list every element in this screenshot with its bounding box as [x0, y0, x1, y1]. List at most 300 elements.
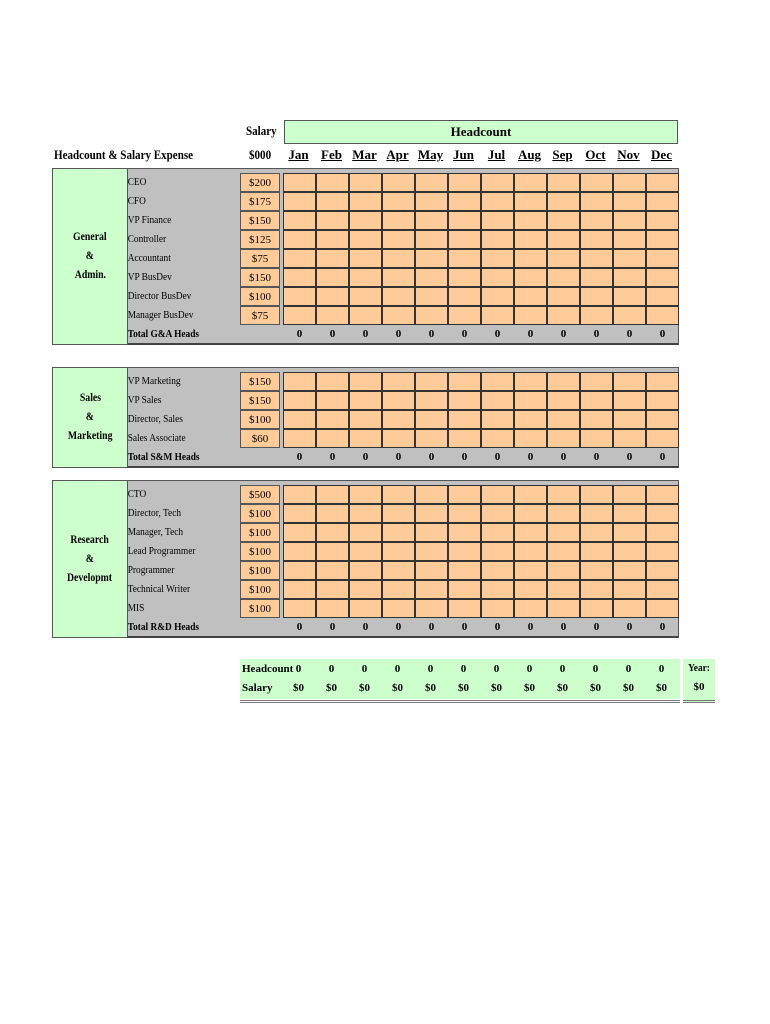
headcount-cell-sep[interactable] [547, 230, 580, 249]
headcount-cell-jun[interactable] [448, 173, 481, 192]
section-block [52, 367, 679, 468]
headcount-cell-feb[interactable] [316, 211, 349, 230]
headcount-cell-jul[interactable] [481, 599, 514, 618]
section-block [52, 168, 679, 345]
headcount-cell-mar[interactable] [349, 268, 382, 287]
headcount-cell-mar[interactable] [349, 391, 382, 410]
headcount-cell-oct[interactable] [580, 504, 613, 523]
headcount-cell-apr[interactable] [382, 230, 415, 249]
headcount-cell-aug[interactable] [514, 211, 547, 230]
month-header-oct: Oct [585, 147, 606, 162]
headcount-cell-dec[interactable] [646, 391, 679, 410]
headcount-cell-jan[interactable] [283, 192, 316, 211]
headcount-cell-sep[interactable] [547, 306, 580, 325]
headcount-cell-mar[interactable] [349, 372, 382, 391]
headcount-cell-jun[interactable] [448, 249, 481, 268]
headcount-cell-nov[interactable] [613, 287, 646, 306]
headcount-cell-sep[interactable] [547, 173, 580, 192]
headcount-cell-jan[interactable] [283, 410, 316, 429]
headcount-cell-jun[interactable] [448, 542, 481, 561]
headcount-cell-nov[interactable] [613, 523, 646, 542]
summary-headcount-value: 0 [526, 663, 533, 675]
headcount-cell-jul[interactable] [481, 249, 514, 268]
headcount-cell-jan[interactable] [283, 230, 316, 249]
headcount-cell-oct[interactable] [580, 287, 613, 306]
headcount-cell-sep[interactable] [547, 542, 580, 561]
headcount-cell-aug[interactable] [514, 173, 547, 192]
headcount-cell-sep[interactable] [547, 410, 580, 429]
section-label-line: Research [70, 533, 110, 546]
headcount-cell-jul[interactable] [481, 561, 514, 580]
headcount-cell-feb[interactable] [316, 580, 349, 599]
salary-cell[interactable]: $100 [240, 580, 280, 599]
headcount-cell-aug[interactable] [514, 287, 547, 306]
headcount-cell-feb[interactable] [316, 391, 349, 410]
headcount-cell-feb[interactable] [316, 372, 349, 391]
headcount-cell-jun[interactable] [448, 372, 481, 391]
summary-headcount-value: 0 [658, 663, 665, 675]
summary-salary-value: $0 [590, 682, 601, 694]
headcount-cell-sep[interactable] [547, 561, 580, 580]
headcount-cell-may[interactable] [415, 523, 448, 542]
headcount-cell-sep[interactable] [547, 599, 580, 618]
headcount-cell-feb[interactable] [316, 306, 349, 325]
section-total-row [283, 325, 679, 344]
headcount-cell-nov[interactable] [613, 561, 646, 580]
headcount-cell-jan[interactable] [283, 249, 316, 268]
headcount-cell-oct[interactable] [580, 561, 613, 580]
headcount-cell-jan[interactable] [283, 173, 316, 192]
headcount-cell-feb[interactable] [316, 287, 349, 306]
headcount-cell-sep[interactable] [547, 485, 580, 504]
headcount-cell-may[interactable] [415, 391, 448, 410]
summary-headcount-value: 0 [394, 663, 401, 675]
salary-cell[interactable]: $150 [240, 372, 280, 391]
headcount-cell-aug[interactable] [514, 410, 547, 429]
headcount-cell-jan[interactable] [283, 287, 316, 306]
headcount-cell-jun[interactable] [448, 523, 481, 542]
headcount-cell-feb[interactable] [316, 249, 349, 268]
headcount-cell-dec[interactable] [646, 504, 679, 523]
headcount-cell-jul[interactable] [481, 429, 514, 448]
salary-cell[interactable]: $100 [240, 287, 280, 306]
section-label-line: & [85, 552, 95, 565]
headcount-cell-feb[interactable] [316, 192, 349, 211]
headcount-cell-may[interactable] [415, 287, 448, 306]
headcount-cell-mar[interactable] [349, 249, 382, 268]
headcount-cell-may[interactable] [415, 268, 448, 287]
headcount-cell-jan[interactable] [283, 211, 316, 230]
headcount-cell-aug[interactable] [514, 542, 547, 561]
headcount-cell-dec[interactable] [646, 192, 679, 211]
headcount-cell-jan[interactable] [283, 391, 316, 410]
headcount-cell-jun[interactable] [448, 504, 481, 523]
headcount-cell-dec[interactable] [646, 580, 679, 599]
summary-headcount-value: 0 [427, 663, 434, 675]
headcount-cell-mar[interactable] [349, 211, 382, 230]
headcount-cell-may[interactable] [415, 192, 448, 211]
headcount-cell-oct[interactable] [580, 230, 613, 249]
headcount-cell-dec[interactable] [646, 306, 679, 325]
headcount-cell-sep[interactable] [547, 429, 580, 448]
headcount-cell-mar[interactable] [349, 287, 382, 306]
headcount-cell-mar[interactable] [349, 504, 382, 523]
headcount-cell-apr[interactable] [382, 192, 415, 211]
headcount-cell-jul[interactable] [481, 306, 514, 325]
headcount-cell-apr[interactable] [382, 287, 415, 306]
salary-cell[interactable]: $100 [240, 504, 280, 523]
section-total-value: 0 [362, 621, 369, 633]
headcount-cell-jun[interactable] [448, 580, 481, 599]
headcount-cell-jul[interactable] [481, 542, 514, 561]
headcount-cell-dec[interactable] [646, 287, 679, 306]
headcount-cell-aug[interactable] [514, 561, 547, 580]
headcount-cell-oct[interactable] [580, 599, 613, 618]
headcount-cell-jun[interactable] [448, 485, 481, 504]
headcount-cell-may[interactable] [415, 230, 448, 249]
headcount-cell-dec[interactable] [646, 410, 679, 429]
headcount-cell-mar[interactable] [349, 429, 382, 448]
headcount-cell-oct[interactable] [580, 485, 613, 504]
summary-salary-value: $0 [425, 682, 436, 694]
headcount-cell-feb[interactable] [316, 429, 349, 448]
headcount-cell-apr[interactable] [382, 523, 415, 542]
headcount-cell-feb[interactable] [316, 410, 349, 429]
headcount-cell-apr[interactable] [382, 211, 415, 230]
headcount-cell-may[interactable] [415, 211, 448, 230]
headcount-cell-may[interactable] [415, 542, 448, 561]
headcount-cell-may[interactable] [415, 504, 448, 523]
headcount-cell-dec[interactable] [646, 230, 679, 249]
headcount-cell-dec[interactable] [646, 268, 679, 287]
headcount-cell-jan[interactable] [283, 429, 316, 448]
headcount-cell-dec[interactable] [646, 599, 679, 618]
headcount-cell-dec[interactable] [646, 561, 679, 580]
headcount-cell-jan[interactable] [283, 485, 316, 504]
headcount-cell-mar[interactable] [349, 599, 382, 618]
salary-unit-label: $000 [249, 147, 272, 162]
section-total-value: 0 [494, 621, 501, 633]
headcount-cell-feb[interactable] [316, 230, 349, 249]
headcount-cell-may[interactable] [415, 429, 448, 448]
section-total-value: 0 [527, 451, 534, 463]
headcount-cell-jan[interactable] [283, 561, 316, 580]
headcount-cell-jun[interactable] [448, 410, 481, 429]
headcount-row [283, 287, 679, 306]
headcount-cell-jul[interactable] [481, 192, 514, 211]
section-total-value: 0 [296, 621, 303, 633]
headcount-cell-nov[interactable] [613, 599, 646, 618]
section-total-value: 0 [428, 451, 435, 463]
section-total-row [283, 448, 679, 467]
salary-cell[interactable]: $200 [240, 173, 280, 192]
salary-cell[interactable]: $60 [240, 429, 280, 448]
role-title: VP Marketing [127, 375, 181, 387]
headcount-cell-oct[interactable] [580, 372, 613, 391]
headcount-cell-apr[interactable] [382, 372, 415, 391]
salary-cell[interactable]: $100 [240, 523, 280, 542]
headcount-cell-oct[interactable] [580, 429, 613, 448]
headcount-cell-feb[interactable] [316, 485, 349, 504]
headcount-cell-aug[interactable] [514, 268, 547, 287]
headcount-cell-dec[interactable] [646, 485, 679, 504]
summary-headcount-value: 0 [295, 663, 302, 675]
headcount-cell-mar[interactable] [349, 561, 382, 580]
headcount-cell-feb[interactable] [316, 268, 349, 287]
role-title: Manager BusDev [127, 309, 194, 321]
headcount-cell-apr[interactable] [382, 306, 415, 325]
headcount-cell-mar[interactable] [349, 580, 382, 599]
headcount-cell-jul[interactable] [481, 268, 514, 287]
headcount-cell-sep[interactable] [547, 287, 580, 306]
headcount-cell-dec[interactable] [646, 211, 679, 230]
role-title: VP Sales [127, 394, 162, 406]
headcount-cell-nov[interactable] [613, 230, 646, 249]
headcount-cell-jul[interactable] [481, 211, 514, 230]
headcount-cell-nov[interactable] [613, 485, 646, 504]
headcount-cell-apr[interactable] [382, 504, 415, 523]
headcount-cell-mar[interactable] [349, 173, 382, 192]
salary-cell[interactable]: $100 [240, 542, 280, 561]
headcount-cell-jul[interactable] [481, 485, 514, 504]
headcount-cell-oct[interactable] [580, 580, 613, 599]
headcount-cell-aug[interactable] [514, 504, 547, 523]
headcount-cell-aug[interactable] [514, 485, 547, 504]
section-total-value: 0 [593, 621, 600, 633]
summary-salary-value: $0 [359, 682, 370, 694]
headcount-cell-nov[interactable] [613, 173, 646, 192]
year-summary [683, 659, 715, 703]
headcount-cell-jan[interactable] [283, 504, 316, 523]
section-label-line: & [85, 411, 95, 423]
headcount-cell-feb[interactable] [316, 561, 349, 580]
headcount-cell-dec[interactable] [646, 542, 679, 561]
headcount-cell-nov[interactable] [613, 249, 646, 268]
headcount-cell-oct[interactable] [580, 306, 613, 325]
headcount-cell-jun[interactable] [448, 306, 481, 325]
section-total-value: 0 [494, 451, 501, 463]
headcount-cell-sep[interactable] [547, 580, 580, 599]
headcount-cell-oct[interactable] [580, 249, 613, 268]
headcount-cell-feb[interactable] [316, 504, 349, 523]
headcount-cell-jan[interactable] [283, 306, 316, 325]
headcount-cell-apr[interactable] [382, 599, 415, 618]
headcount-row [283, 306, 679, 325]
headcount-cell-apr[interactable] [382, 249, 415, 268]
role-title: VP Finance [127, 214, 172, 226]
headcount-cell-nov[interactable] [613, 580, 646, 599]
headcount-cell-apr[interactable] [382, 542, 415, 561]
headcount-cell-may[interactable] [415, 485, 448, 504]
section-label-line: General [73, 231, 107, 243]
headcount-cell-mar[interactable] [349, 485, 382, 504]
headcount-cell-jan[interactable] [283, 372, 316, 391]
headcount-cell-aug[interactable] [514, 391, 547, 410]
headcount-cell-dec[interactable] [646, 523, 679, 542]
section-total-value: 0 [428, 621, 435, 633]
headcount-cell-apr[interactable] [382, 580, 415, 599]
headcount-cell-feb[interactable] [316, 173, 349, 192]
headcount-cell-aug[interactable] [514, 230, 547, 249]
headcount-cell-aug[interactable] [514, 306, 547, 325]
headcount-cell-may[interactable] [415, 561, 448, 580]
salary-cell[interactable]: $100 [240, 410, 280, 429]
headcount-cell-sep[interactable] [547, 211, 580, 230]
headcount-cell-aug[interactable] [514, 372, 547, 391]
summary-headcount-row [282, 660, 678, 679]
headcount-cell-sep[interactable] [547, 372, 580, 391]
section-total-value: 0 [428, 328, 435, 340]
headcount-cell-apr[interactable] [382, 173, 415, 192]
headcount-cell-jun[interactable] [448, 211, 481, 230]
headcount-cell-oct[interactable] [580, 173, 613, 192]
headcount-cell-jul[interactable] [481, 287, 514, 306]
headcount-cell-nov[interactable] [613, 504, 646, 523]
role-title: MIS [127, 602, 145, 614]
summary-salary-value: $0 [524, 682, 535, 694]
headcount-cell-oct[interactable] [580, 391, 613, 410]
headcount-cell-jan[interactable] [283, 523, 316, 542]
salary-cell[interactable]: $150 [240, 268, 280, 287]
headcount-cell-aug[interactable] [514, 429, 547, 448]
headcount-cell-jul[interactable] [481, 504, 514, 523]
headcount-cell-jan[interactable] [283, 599, 316, 618]
headcount-cell-aug[interactable] [514, 192, 547, 211]
headcount-cell-nov[interactable] [613, 211, 646, 230]
headcount-cell-apr[interactable] [382, 391, 415, 410]
headcount-cell-jun[interactable] [448, 391, 481, 410]
headcount-cell-sep[interactable] [547, 523, 580, 542]
headcount-row [283, 523, 679, 542]
headcount-cell-dec[interactable] [646, 429, 679, 448]
section-total-value: 0 [626, 451, 633, 463]
salary-cell[interactable]: $100 [240, 561, 280, 580]
headcount-cell-aug[interactable] [514, 523, 547, 542]
headcount-cell-may[interactable] [415, 306, 448, 325]
headcount-cell-aug[interactable] [514, 580, 547, 599]
salary-cell[interactable]: $100 [240, 599, 280, 618]
headcount-cell-jun[interactable] [448, 599, 481, 618]
salary-column-label: Salary [246, 123, 277, 138]
headcount-cell-jun[interactable] [448, 561, 481, 580]
headcount-cell-sep[interactable] [547, 192, 580, 211]
summary-salary-value: $0 [656, 682, 667, 694]
headcount-cell-sep[interactable] [547, 391, 580, 410]
headcount-cell-mar[interactable] [349, 306, 382, 325]
section-total-value: 0 [395, 451, 402, 463]
headcount-cell-apr[interactable] [382, 410, 415, 429]
salary-cell[interactable]: $150 [240, 211, 280, 230]
headcount-cell-nov[interactable] [613, 372, 646, 391]
headcount-cell-jan[interactable] [283, 580, 316, 599]
headcount-cell-nov[interactable] [613, 192, 646, 211]
headcount-cell-apr[interactable] [382, 485, 415, 504]
headcount-cell-feb[interactable] [316, 599, 349, 618]
headcount-cell-may[interactable] [415, 249, 448, 268]
summary-headcount-value: 0 [625, 663, 632, 675]
salary-cell[interactable]: $125 [240, 230, 280, 249]
headcount-cell-oct[interactable] [580, 523, 613, 542]
section-total-value: 0 [593, 328, 600, 340]
salary-cell[interactable]: $75 [240, 249, 280, 268]
headcount-cell-jul[interactable] [481, 372, 514, 391]
section-total-value: 0 [461, 621, 468, 633]
month-header-aug: Aug [517, 147, 542, 162]
headcount-cell-sep[interactable] [547, 268, 580, 287]
headcount-cell-jul[interactable] [481, 391, 514, 410]
headcount-cell-apr[interactable] [382, 268, 415, 287]
salary-cell[interactable]: $175 [240, 192, 280, 211]
headcount-cell-jun[interactable] [448, 429, 481, 448]
headcount-cell-apr[interactable] [382, 561, 415, 580]
headcount-cell-may[interactable] [415, 410, 448, 429]
headcount-cell-nov[interactable] [613, 429, 646, 448]
headcount-cell-mar[interactable] [349, 230, 382, 249]
headcount-cell-nov[interactable] [613, 391, 646, 410]
headcount-cell-may[interactable] [415, 173, 448, 192]
headcount-cell-aug[interactable] [514, 249, 547, 268]
headcount-cell-jun[interactable] [448, 287, 481, 306]
headcount-cell-nov[interactable] [613, 410, 646, 429]
headcount-cell-mar[interactable] [349, 542, 382, 561]
headcount-cell-feb[interactable] [316, 523, 349, 542]
headcount-cell-jul[interactable] [481, 580, 514, 599]
headcount-cell-dec[interactable] [646, 173, 679, 192]
headcount-cell-may[interactable] [415, 599, 448, 618]
headcount-cell-may[interactable] [415, 372, 448, 391]
headcount-cell-dec[interactable] [646, 249, 679, 268]
section-total-value: 0 [560, 451, 567, 463]
headcount-cell-mar[interactable] [349, 523, 382, 542]
headcount-cell-jan[interactable] [283, 268, 316, 287]
headcount-cell-jul[interactable] [481, 523, 514, 542]
headcount-cell-mar[interactable] [349, 192, 382, 211]
headcount-cell-jul[interactable] [481, 230, 514, 249]
headcount-cell-jun[interactable] [448, 268, 481, 287]
summary-block [240, 659, 680, 703]
headcount-cell-sep[interactable] [547, 249, 580, 268]
headcount-cell-oct[interactable] [580, 542, 613, 561]
headcount-cell-jan[interactable] [283, 542, 316, 561]
headcount-cell-apr[interactable] [382, 429, 415, 448]
headcount-cell-oct[interactable] [580, 192, 613, 211]
headcount-cell-dec[interactable] [646, 372, 679, 391]
role-title: CFO [127, 195, 146, 207]
headcount-cell-jul[interactable] [481, 410, 514, 429]
headcount-cell-oct[interactable] [580, 410, 613, 429]
headcount-cell-feb[interactable] [316, 542, 349, 561]
role-title: VP BusDev [127, 271, 172, 283]
headcount-cell-mar[interactable] [349, 410, 382, 429]
headcount-cell-nov[interactable] [613, 268, 646, 287]
headcount-cell-jun[interactable] [448, 192, 481, 211]
section-total-value: 0 [362, 451, 369, 463]
headcount-cell-may[interactable] [415, 580, 448, 599]
section-total-value: 0 [296, 328, 303, 340]
headcount-cell-nov[interactable] [613, 306, 646, 325]
salary-cell[interactable]: $150 [240, 391, 280, 410]
headcount-row [283, 580, 679, 599]
headcount-cell-sep[interactable] [547, 504, 580, 523]
salary-cell[interactable]: $75 [240, 306, 280, 325]
headcount-cell-jun[interactable] [448, 230, 481, 249]
headcount-cell-aug[interactable] [514, 599, 547, 618]
headcount-cell-oct[interactable] [580, 268, 613, 287]
headcount-cell-oct[interactable] [580, 211, 613, 230]
headcount-cell-nov[interactable] [613, 542, 646, 561]
salary-cell[interactable]: $500 [240, 485, 280, 504]
headcount-cell-jul[interactable] [481, 173, 514, 192]
